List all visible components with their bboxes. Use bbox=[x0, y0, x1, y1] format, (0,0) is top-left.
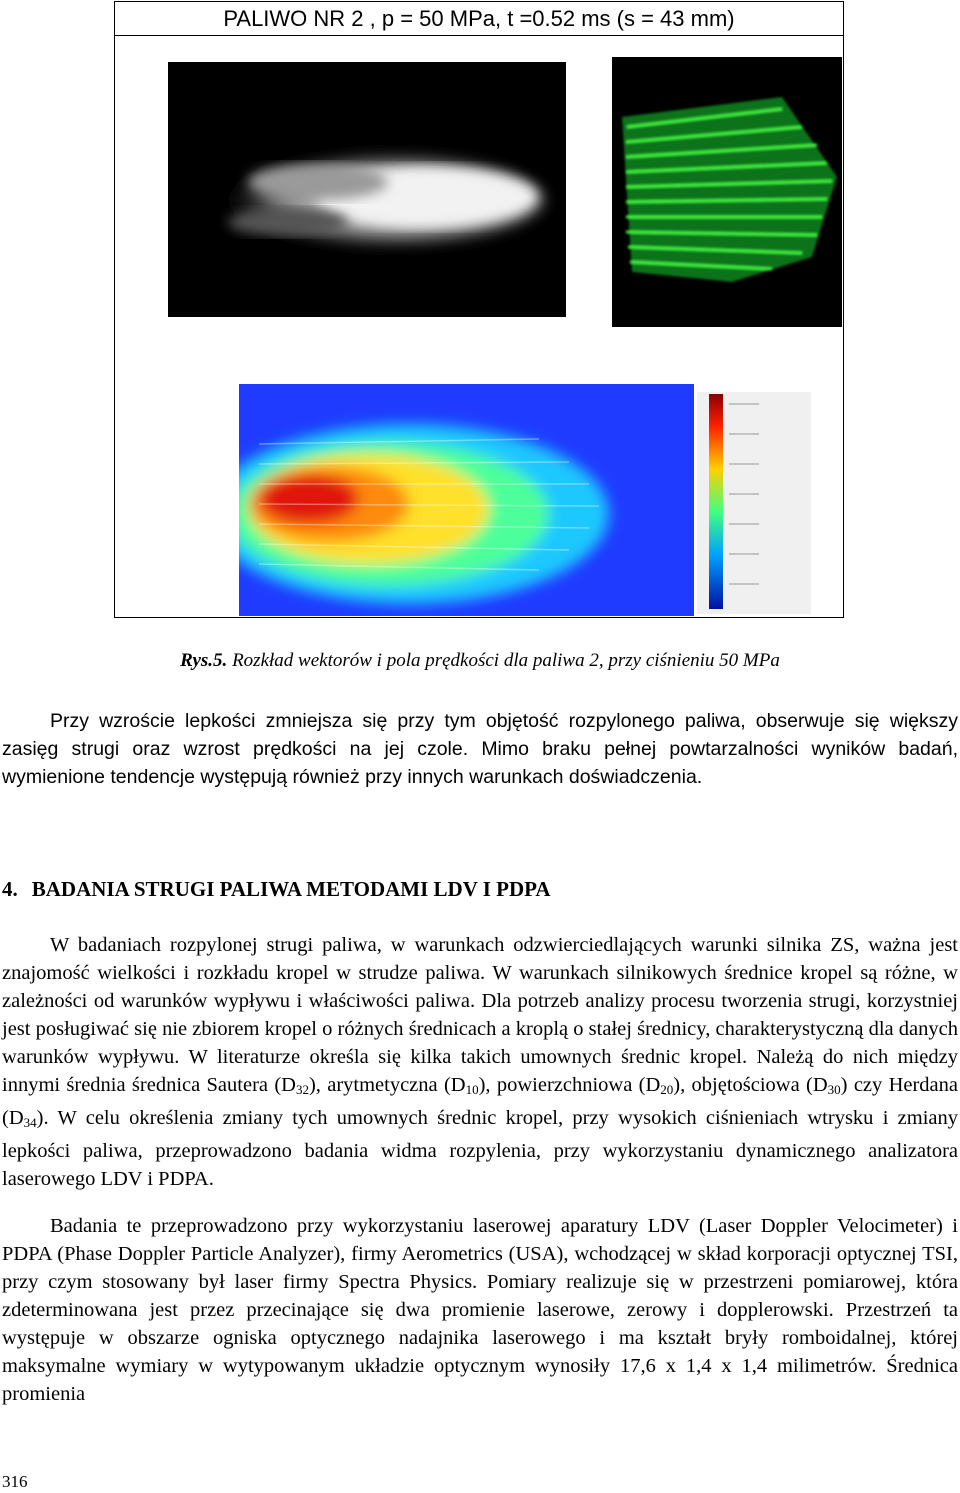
paragraph-2-text: ), arytmetyczna (D bbox=[308, 1074, 466, 1096]
page-number: 316 bbox=[2, 1472, 28, 1491]
subscript: 34 bbox=[23, 1115, 37, 1130]
paragraph-2-text: ), powierzchniowa (D bbox=[478, 1074, 661, 1096]
vector-field-image bbox=[612, 57, 842, 327]
paragraph-2-text: ) czy Herdana (D bbox=[2, 1074, 959, 1129]
section-heading bbox=[2, 877, 551, 902]
paragraph-2-text: W badaniach rozpylonej strugi paliwa, w warunkach odzwierciedlających warunki silnika ZS, ważna jest znajomość wielkości i rozkładu kropel w strudze paliwa. W warunkach silnikowych średnice kropel są różne, w zależności od warunków wypływu i właściwości paliwa. Dla potrzeb analizy procesu tworzenia strugi, korzystniej jest posługiwać się nie zbiorem kropel o różnych średnicach a kroplą o stałej średnicy, charakterystyczną dla danych warunków wypływu. W literaturze określa się kilka takich umownych średnic kropel. Należą do nich między innymi średnia średnica Sautera (D bbox=[2, 934, 958, 1096]
figure-title: PALIWO NR 2 , p = 50 MPa, t =0.52 ms (s = 43 mm) bbox=[115, 3, 843, 36]
figure-caption-text: Rozkład wektorów i pola prędkości dla paliwa 2, przy ciśnieniu 50 MPa bbox=[227, 650, 780, 671]
subscript: 20 bbox=[660, 1082, 674, 1097]
figure-caption-label: Rys.5. bbox=[180, 650, 228, 671]
section-number: 4. bbox=[2, 877, 18, 901]
spray-photo-image bbox=[168, 62, 566, 317]
paragraph-2-text: ). W celu określenia zmiany tych umownych średnic kropel, przy wysokich ciśnieniach wtrysku i zmiany lepkości paliwa, przeprowadzono badania widma rozpylenia, przy wykorzystaniu dynamicznego analizatora laserowego LDV i PDPA. bbox=[2, 1107, 958, 1190]
subscript: 10 bbox=[465, 1082, 479, 1097]
subscript: 30 bbox=[827, 1082, 841, 1097]
subscript: 32 bbox=[295, 1082, 309, 1097]
paragraph-1: Przy wzroście lepkości zmniejsza się przy tym objętość rozpylonego paliwa, obserwuje się większy zasięg strugi oraz wzrost prędkości na jej czole. Mimo braku pełnej powtarzalności wyników badań, wymienione tendencje występują również przy innych warunkach doświadczenia. bbox=[2, 710, 958, 788]
figure-caption bbox=[0, 650, 960, 672]
paragraph-2-text: ), objętościowa (D bbox=[673, 1074, 828, 1096]
figure-frame bbox=[114, 1, 844, 618]
paragraph-2 bbox=[2, 931, 958, 1193]
section-title: BADANIA STRUGI PALIWA METODAMI LDV I PDPA bbox=[31, 877, 551, 901]
paragraph-3: Badania te przeprowadzono przy wykorzystaniu laserowej aparatury LDV (Laser Doppler Velocimeter) i PDPA (Phase Doppler Particle Analyzer), firmy Aerometrics (USA), wchodzącej w skład korporacji optycznej TSI, przy czym stosowany był laser firmy Spectra Physics. Pomiary realizuje się w przestrzeni pomiarowej, która zdeterminowana jest przez przecinające się dwa promienie laserowe, zerowy i dopplerowski. Przestrzeń ta występuje w obszarze ogniska optycznego nadajnika laserowego i ma kształt bryły romboidalnej, której maksymalne wymiary w wytypowanym układzie optycznym wynosiły 17,6 x 1,4 x 1,4 milimetrów. Średnica promienia bbox=[2, 1215, 958, 1405]
velocity-field-image bbox=[239, 384, 814, 616]
